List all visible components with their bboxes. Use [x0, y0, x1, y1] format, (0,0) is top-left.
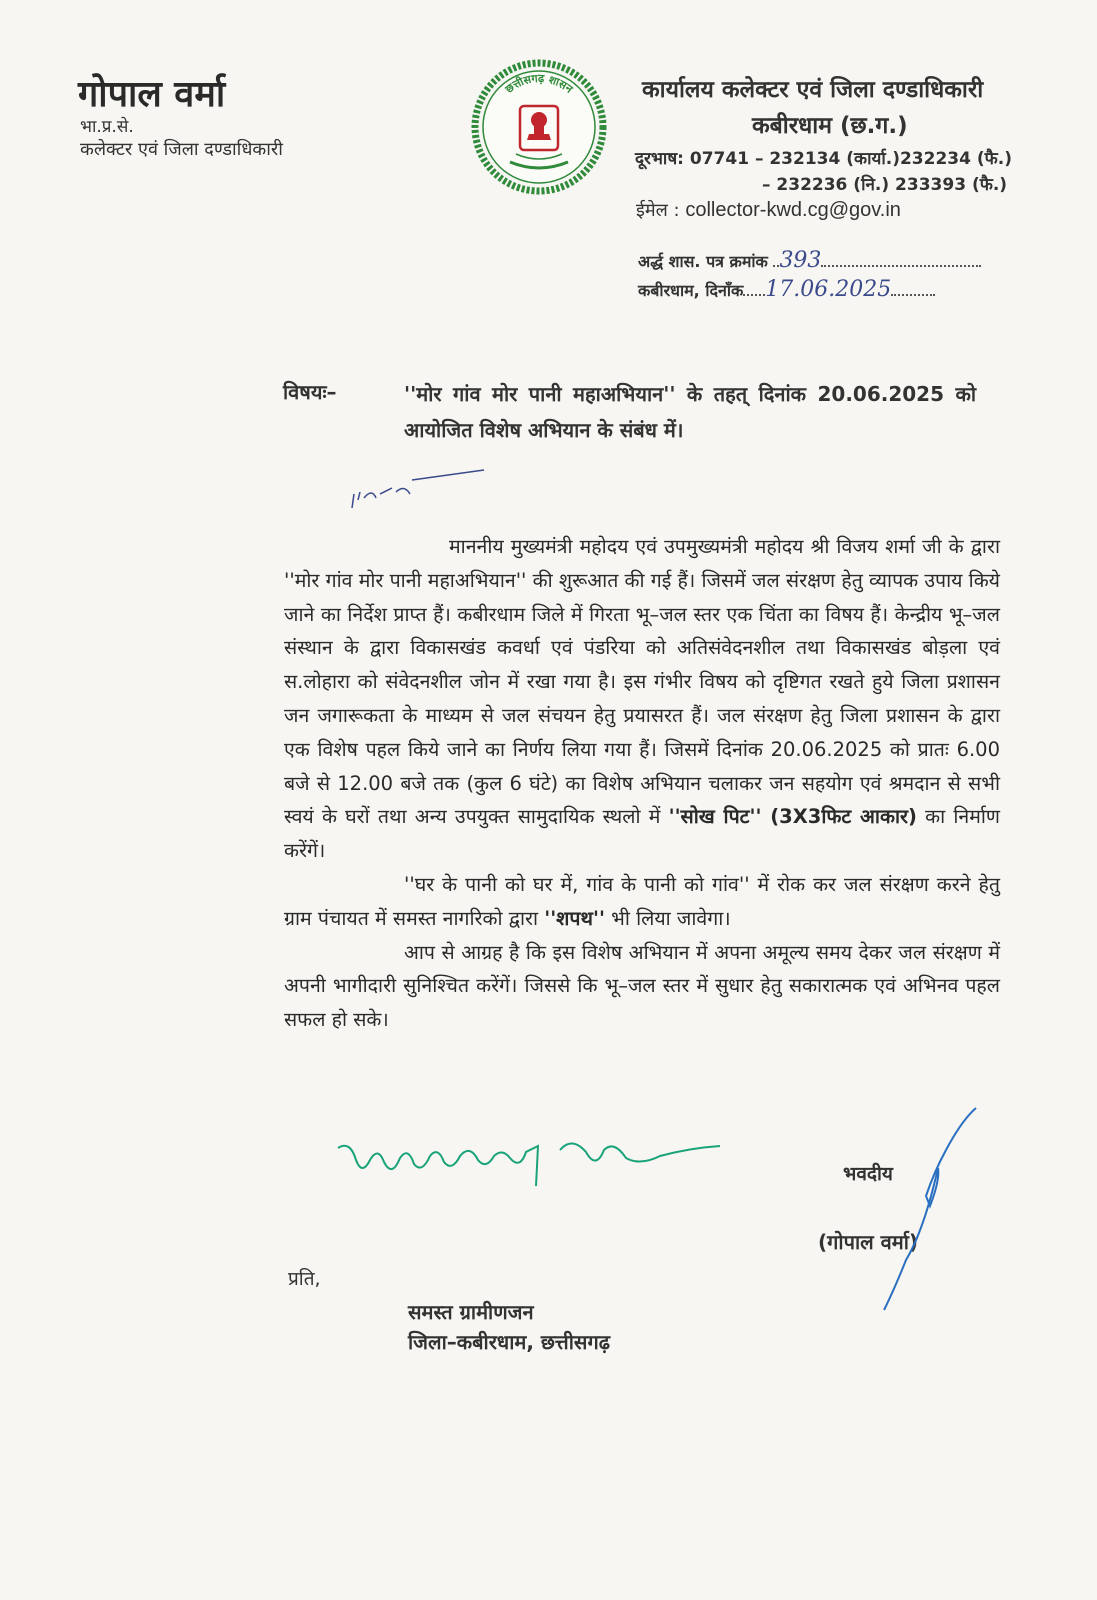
margin-scribble	[352, 470, 484, 508]
green-signature-stroke-long	[338, 1143, 720, 1186]
letter-number-value: 393	[779, 248, 822, 273]
recipient-label: प्रति,	[288, 1268, 321, 1290]
body-paragraph-3: आप से आग्रह है कि इस विशेष अभियान में अपना अमूल्य समय देकर जल संरक्षण में अपनी भागीदारी सुनिश्चित करेंगें। जिससे कि भू–जल स्तर में सुधार हेतु सकारात्मक एवं अभिनव पहल सफल हो सके।	[284, 940, 1000, 1032]
government-seal-emblem	[470, 58, 608, 196]
phone-line-2: – 232236 (नि.) 233393 (फै.)	[762, 175, 1008, 195]
recipient-line-1: समस्त ग्रामीणजन	[408, 1300, 534, 1324]
letter-body	[284, 530, 1000, 1037]
recipient-line-2: जिला–कबीरधाम, छत्तीसगढ़	[408, 1330, 610, 1354]
seal-text: छत्तीसगढ़ शासन	[502, 71, 576, 96]
office-title: कार्यालय कलेक्टर एवं जिला दण्डाधिकारी	[642, 77, 984, 103]
blue-signature-stroke	[884, 1108, 976, 1310]
letter-date-label: कबीरधाम, दिनाँक	[638, 281, 744, 300]
officer-name: गोपाल वर्मा	[78, 74, 226, 115]
email-line	[636, 198, 901, 222]
officer-qualification: भा.प्र.से.	[80, 117, 134, 137]
body-paragraph-2: ''घर के पानी को घर में, गांव के पानी को गांव'' में रोक कर जल संरक्षण करने हेतु ग्राम पंचायत में समस्त नागरिको द्वारा ''शपथ'' भी लिया जावेगा।	[284, 872, 1000, 930]
subject-text: ''मोर गांव मोर पानी महाअभियान'' के तहत् दिनांक 20.06.2025 को आयोजित विशेष अभियान के संबंध में।	[404, 382, 976, 442]
email-address: collector-kwd.cg@gov.in	[685, 199, 901, 221]
officer-designation: कलेक्टर एवं जिला दण्डाधिकारी	[80, 139, 283, 160]
letter-date-row	[638, 277, 935, 302]
body-paragraph-1: माननीय मुख्यमंत्री महोदय एवं उपमुख्यमंत्री महोदय श्री विजय शर्मा जी के द्वारा ''मोर गांव मोर पानी महाअभियान'' की शुरूआत की गई हैं। जिसमें जल संरक्षण हेतु व्यापक उपाय किये जाने का निर्देश प्राप्त हैं। कबीरधाम जिले में गिरता भू–जल स्तर एक चिंता का विषय हैं। केन्द्रीय भू–जल संस्थान के द्वारा विकासखंड कवर्धा एवं पंडरिया को अतिसंवेदनशील तथा विकासखंड बोड़ला एवं स.लोहारा को संवेदनशील जोन में रखा गया है। इस गंभीर विषय को दृष्टिगत रखते हुये जिला प्रशासन जन जगारूकता के माध्यम से जल संचयन हेतु प्रयासरत हैं। जल संरक्षण हेतु जिला प्रशासन के द्वारा एक विशेष पहल किये जाने का निर्णय लिया गया हैं। जिसमें दिनांक 20.06.2025 को प्रातः 6.00 बजे से 12.00 बजे तक (कुल 6 घंटे) का विशेष अभियान चलाकर जन सहयोग एवं श्रमदान से सभी स्वयं के घरों तथा अन्य उपयुक्त सामुदायिक स्थलो में ''सोख पिट'' (3X3फिट आकार) का निर्माण करेंगें।	[284, 535, 1001, 863]
letter-date-value: 17.06.2025	[765, 277, 892, 302]
subject-label: विषयः–	[283, 380, 337, 404]
letter-number-label: अर्द्ध शास. पत्र क्रमांक	[638, 252, 768, 271]
closing-regards: भवदीय	[843, 1163, 893, 1185]
email-label: ईमेल :	[636, 200, 686, 221]
letter-number-row	[638, 248, 981, 273]
office-location: कबीरधाम (छ.ग.)	[752, 113, 908, 139]
signer-name: (गोपाल वर्मा)	[818, 1230, 919, 1254]
phone-line-1: दूरभाष: 07741 – 232134 (कार्या.)232234 (फै.)	[635, 149, 1012, 169]
